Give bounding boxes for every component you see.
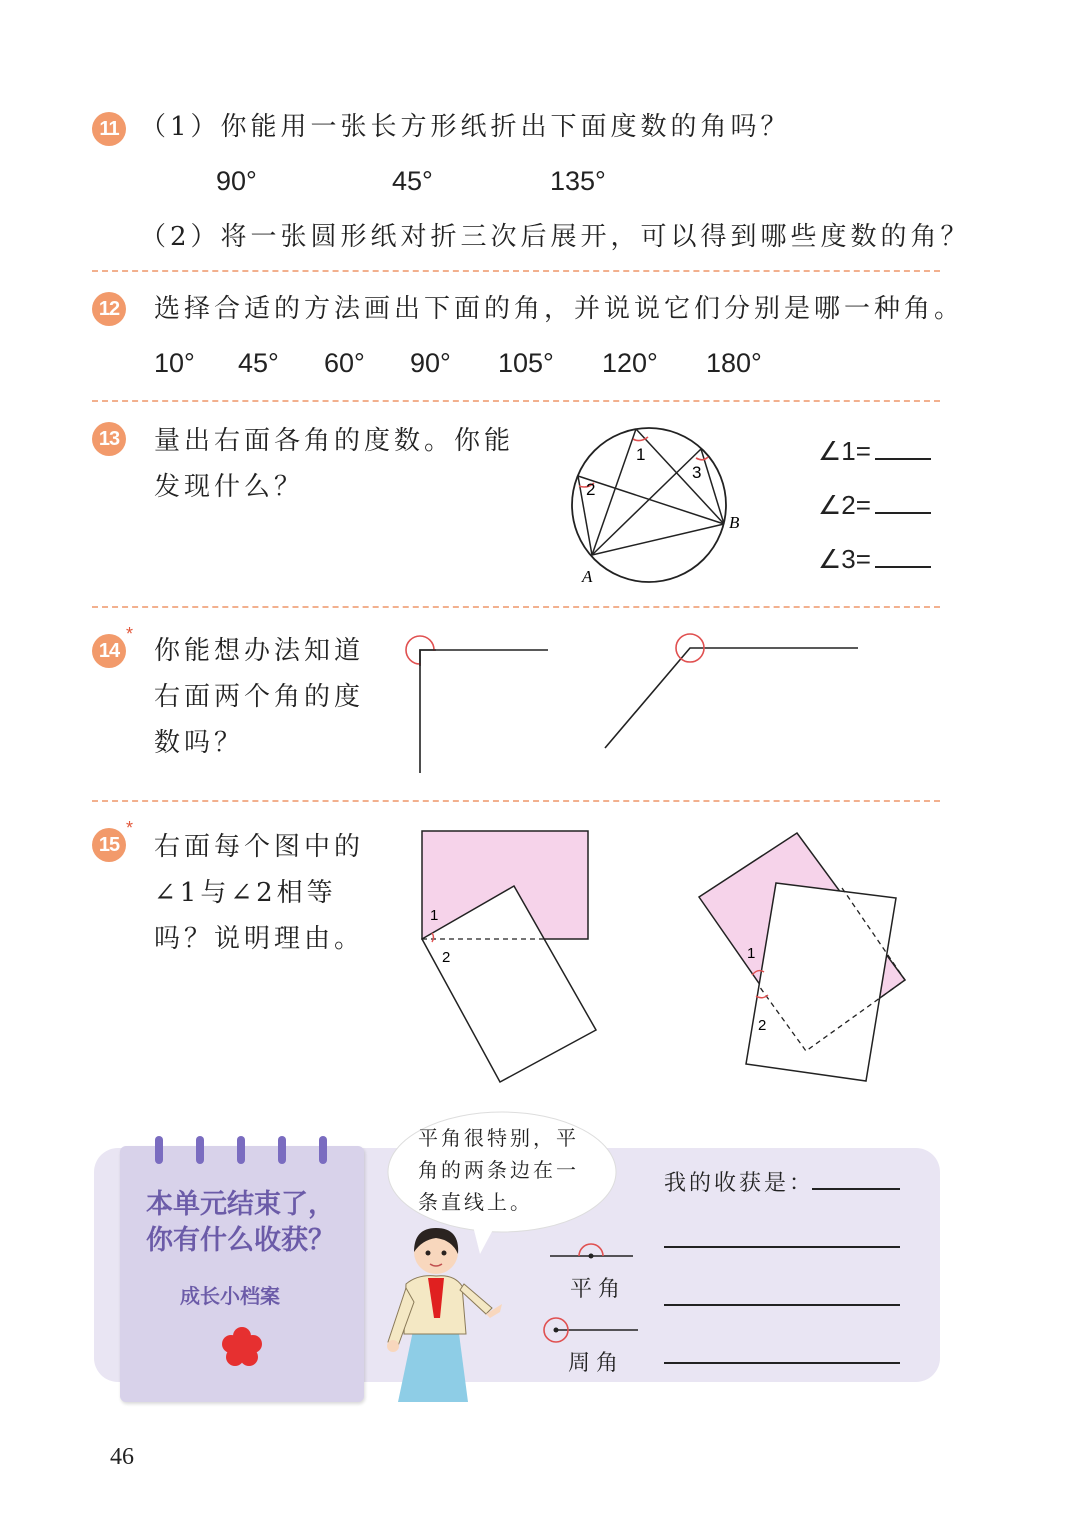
q15-fold-figure-1 — [410, 820, 610, 1090]
page-number: 46 — [110, 1444, 134, 1470]
q13-label-3: 3 — [692, 463, 702, 482]
question-14-badge: 14 — [92, 634, 126, 668]
q14-line1: 你能想办法知道 — [154, 636, 365, 666]
answer-blank[interactable] — [875, 490, 931, 514]
q11-part1: （1）你能用一张长方形纸折出下面度数的角吗？ — [140, 112, 791, 142]
q13-answer-1[interactable] — [818, 436, 931, 467]
card-subtitle: 成长小档案 — [180, 1286, 280, 1308]
harvest-line[interactable] — [664, 1246, 900, 1248]
q12-angle: 45° — [238, 348, 279, 378]
question-15-badge: 15 — [92, 828, 126, 862]
q13-line2: 发现什么？ — [154, 472, 305, 502]
divider — [92, 606, 940, 608]
q13-label-2: 2 — [586, 480, 596, 499]
q13-label-1: 1 — [636, 445, 646, 464]
q12-angle: 60° — [324, 348, 365, 378]
q15-line2: ∠1与∠2相等 — [154, 878, 337, 908]
q13-circle-figure — [560, 415, 760, 595]
girl-illustration — [378, 1222, 508, 1404]
q13-line1: 量出右面各角的度数。你能 — [154, 426, 515, 456]
ring-icon — [196, 1136, 204, 1164]
straight-angle-label: 平角 — [570, 1277, 627, 1302]
q12-angle: 120° — [602, 348, 658, 378]
q15-fig2-label-1: 1 — [747, 945, 756, 962]
q15-line1: 右面每个图中的 — [154, 832, 365, 862]
question-12-badge: 12 — [92, 292, 126, 326]
q13-answer-3[interactable] — [818, 544, 931, 575]
harvest-line[interactable] — [664, 1362, 900, 1364]
q13-answer-2[interactable] — [818, 490, 931, 521]
card-title-line2: 你有什么收获？ — [146, 1225, 335, 1255]
answer-blank[interactable] — [875, 436, 931, 460]
divider — [92, 400, 940, 402]
q14-line2: 右面两个角的度 — [154, 682, 365, 712]
q12-text: 选择合适的方法画出下面的角，并说说它们分别是哪一种角。 — [154, 294, 965, 324]
answer-blank[interactable] — [875, 544, 931, 568]
speech-line3: 条直线上。 — [418, 1190, 533, 1214]
divider — [92, 270, 940, 272]
harvest-line[interactable] — [664, 1304, 900, 1306]
flower-icon — [220, 1326, 264, 1368]
harvest-label: 我的收获是： — [664, 1171, 815, 1196]
question-11-badge: 11 — [92, 112, 126, 146]
q15-fold-figure-2 — [690, 825, 920, 1085]
q13-answer-1-label: ∠1= — [818, 436, 871, 466]
q12-angle: 105° — [498, 348, 554, 378]
q12-angle: 90° — [410, 348, 451, 378]
challenge-star: * — [126, 818, 134, 838]
divider — [92, 800, 940, 802]
q11-part2: （2）将一张圆形纸对折三次后展开，可以得到哪些度数的角？ — [140, 222, 971, 252]
full-angle-label: 周角 — [568, 1351, 625, 1376]
ring-icon — [278, 1136, 286, 1164]
speech-line1: 平角很特别，平 — [418, 1126, 579, 1150]
ring-icon — [155, 1136, 163, 1164]
q15-fig2-label-2: 2 — [758, 1017, 767, 1034]
q14-angle-figures — [395, 625, 865, 780]
challenge-star: * — [126, 624, 134, 644]
full-angle-diagram — [538, 1314, 642, 1346]
q11-angle-135: 135° — [550, 166, 606, 196]
ring-icon — [237, 1136, 245, 1164]
card-title-line1: 本单元结束了， — [146, 1189, 335, 1219]
q13-point-b: B — [729, 513, 740, 532]
question-13-badge: 13 — [92, 422, 126, 456]
q15-fig1-label-2: 2 — [442, 949, 451, 966]
q13-answer-3-label: ∠3= — [818, 544, 871, 574]
q12-angle: 180° — [706, 348, 762, 378]
q13-answer-2-label: ∠2= — [818, 490, 871, 520]
harvest-line[interactable] — [812, 1188, 900, 1190]
straight-angle-diagram — [545, 1238, 645, 1268]
q15-fig1-label-1: 1 — [430, 907, 439, 924]
q11-angle-45: 45° — [392, 166, 433, 196]
q13-point-a: A — [582, 567, 593, 586]
card-rings — [155, 1136, 335, 1166]
ring-icon — [319, 1136, 327, 1164]
speech-line2: 角的两条边在一 — [418, 1158, 579, 1182]
q11-angle-90: 90° — [216, 166, 257, 196]
q12-angle: 10° — [154, 348, 195, 378]
q15-line3: 吗？说明理由。 — [154, 924, 365, 954]
q14-line3: 数吗？ — [154, 728, 245, 758]
